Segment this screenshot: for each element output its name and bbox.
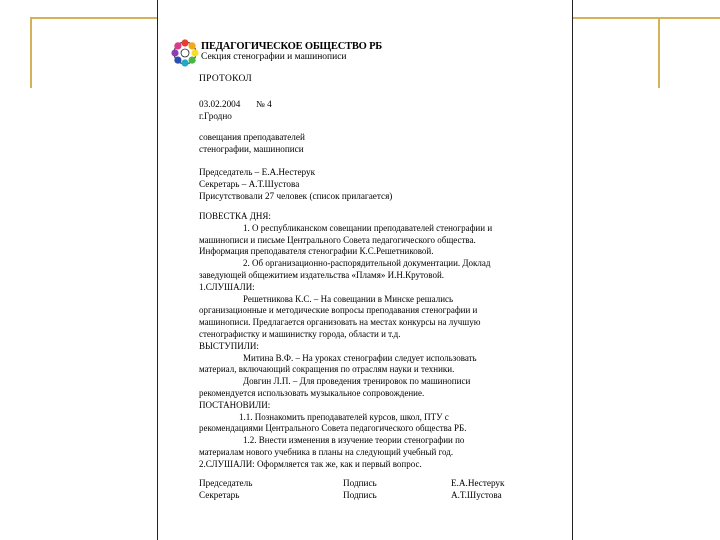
subject-line: стенографии, машинописи xyxy=(199,144,304,154)
protocol-date: 03.02.2004 xyxy=(199,99,241,109)
document-title: ПРОТОКОЛ xyxy=(199,74,252,84)
section-heading-heard-1: 1.СЛУШАЛИ: xyxy=(199,281,255,292)
agenda-item-1: 1. О республиканском совещании преподавателей стенографии и xyxy=(243,222,493,233)
chairperson-line: Председатель – Е.А.Нестерук xyxy=(199,167,316,177)
body-line: заведующей общежитием издательства «Пламя» И.Н.Крутовой. xyxy=(199,269,445,280)
protocol-city: г.Гродно xyxy=(199,111,232,121)
signature-role: Председатель xyxy=(199,478,253,488)
section-heading-spoke: ВЫСТУПИЛИ: xyxy=(199,340,259,351)
body-line: Информация преподавателя стенографии К.С.Решетниковой. xyxy=(199,246,434,257)
speaker-remark: Довгин Л.П. – Для проведения тренировок по машинописи xyxy=(243,376,471,387)
secretary-line: Секретарь – А.Т.Шустова xyxy=(199,179,300,189)
signature-role: Секретарь xyxy=(199,490,240,500)
body-line: стенографистку и машинистку города, области и т.д. xyxy=(199,328,401,339)
section-heading-heard-2: 2.СЛУШАЛИ: Оформляется так же, как и первый вопрос. xyxy=(199,458,422,469)
protocol-number: № 4 xyxy=(256,99,272,109)
attendance-line: Присутствовали 27 человек (список прилагается) xyxy=(199,191,393,201)
frame-left-line xyxy=(30,17,32,88)
resolution-item-1: 1.1. Познакомить преподавателей курсов, школ, ПТУ с xyxy=(239,411,449,422)
organization-subtitle: Секция стенографии и машинописи xyxy=(201,52,347,62)
body-line: машинописи и письме Центрального Совета педагогического общества. xyxy=(199,234,476,245)
speaker-remark: Митина В.Ф. – На уроках стенографии следует использовать xyxy=(243,352,477,363)
protocol-body xyxy=(199,211,529,471)
agenda-heading: ПОВЕСТКА ДНЯ: xyxy=(199,211,271,221)
resolution-item-2: 1.2. Внести изменения в изучение теории стенографии по xyxy=(243,435,465,446)
society-emblem-icon xyxy=(170,38,200,68)
signature-name: А.Т.Шустова xyxy=(451,490,502,500)
body-line: рекомендациями Центрального Совета педагогического общества РБ. xyxy=(199,423,467,434)
signature-mark: Подпись xyxy=(343,490,377,500)
meeting-subject xyxy=(199,131,305,155)
frame-right-line xyxy=(658,17,660,88)
organization-title: ПЕДАГОГИЧЕСКОЕ ОБЩЕСТВО РБ xyxy=(201,41,383,52)
agenda-item-2: 2. Об организационно-распорядительной документации. Доклад xyxy=(243,258,491,269)
body-line: организационные и методические вопросы преподавания стенографии и xyxy=(199,305,478,316)
body-line: рекомендуется использовать музыкальное сопровождение. xyxy=(199,387,425,398)
signature-name: Е.А.Нестерук xyxy=(451,478,505,488)
body-line: материал, включающий сокращения по отраслям науки и техники. xyxy=(199,364,455,375)
body-line: машинописи. Предлагается организовать на местах конкурсы на лучшую xyxy=(199,317,481,328)
speaker-report: Решетникова К.С. – На совещании в Минске решались xyxy=(243,293,454,304)
body-line: материалам нового учебника в планы на следующий учебный год. xyxy=(199,446,454,457)
section-heading-resolved: ПОСТАНОВИЛИ: xyxy=(199,399,271,410)
signature-mark: Подпись xyxy=(343,478,377,488)
subject-line: совещания преподавателей xyxy=(199,132,305,142)
